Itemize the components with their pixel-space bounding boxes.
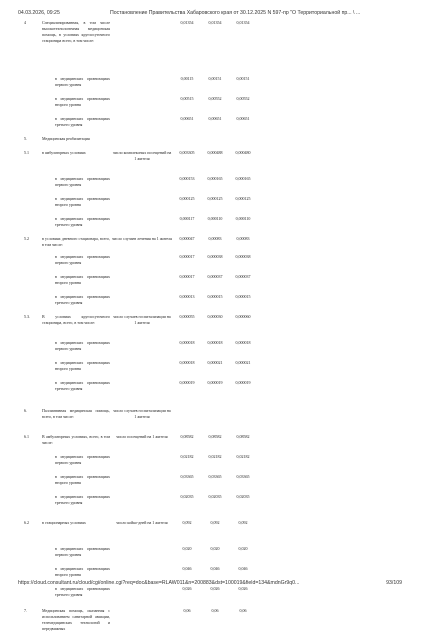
value-year-3: 0,000015 xyxy=(235,294,251,299)
row-number xyxy=(23,254,41,274)
value-year-1: 0,000017 xyxy=(179,254,195,259)
value-year-2: 0,000019 xyxy=(207,380,223,385)
row-unit xyxy=(111,546,173,566)
row-unit xyxy=(111,294,173,314)
row-number: 7. xyxy=(24,608,27,613)
value-year-2: 0,026 xyxy=(210,586,220,591)
value-year-1: 0,026 xyxy=(182,586,192,591)
value-year-2: 0,01354 xyxy=(208,20,222,25)
value-year-2: 0,03365 xyxy=(208,474,222,479)
value-year-2: 0,046 xyxy=(210,566,220,571)
row-number xyxy=(23,176,41,196)
value-year-3: 0,000125 xyxy=(235,196,251,201)
value-year-2: 0,00552 xyxy=(208,96,222,101)
row-name: в медицинских организациях первого уровня xyxy=(55,176,110,187)
row-unit xyxy=(111,474,173,494)
value-year-2: 0,020 xyxy=(210,546,220,551)
row-number: 4 xyxy=(24,20,26,25)
row-number xyxy=(23,380,41,408)
value-year-1: 0,046 xyxy=(182,566,192,571)
value-year-2: 0,00651 xyxy=(208,116,222,121)
value-year-1: 0,000125 xyxy=(179,196,195,201)
value-year-1: 0,00651 xyxy=(180,116,194,121)
row-name: в медицинских организациях второго уровня xyxy=(55,274,110,285)
page-number: 93/109 xyxy=(386,580,402,586)
row-name: в медицинских организациях второго уровня xyxy=(55,474,110,485)
table-row xyxy=(23,150,257,176)
value-year-3: 0,00083 xyxy=(236,236,250,241)
print-datetime: 04.03.2026, 09:25 xyxy=(18,10,60,16)
row-name: в медицинских организациях первого уровня xyxy=(55,76,110,87)
row-number xyxy=(23,360,41,380)
value-year-2: 0,000030 xyxy=(207,314,223,319)
row-number xyxy=(23,196,41,216)
table-row xyxy=(23,520,257,546)
row-unit xyxy=(111,136,173,150)
table-row xyxy=(23,340,257,360)
row-name: Медицинская помощь, оказанная с использованием санитарной авиации, телемедицинских технологий и передвижных xyxy=(42,608,110,631)
value-year-1 xyxy=(173,136,201,150)
table-body xyxy=(23,20,257,644)
table-row xyxy=(23,474,257,494)
value-year-2: 0,000038 xyxy=(207,254,223,259)
value-year-1: 0,000018 xyxy=(179,340,195,345)
value-year-2: 0,00083 xyxy=(208,236,222,241)
row-unit xyxy=(111,254,173,274)
value-year-1 xyxy=(173,408,201,434)
value-year-2: 0,000021 xyxy=(207,360,223,365)
value-year-3: 0,03365 xyxy=(236,474,250,479)
value-year-1: 0,000019 xyxy=(179,380,195,385)
value-year-3: 0,000165 xyxy=(235,176,251,181)
row-name: Паллиативная медицинская помощь, всего, в том числе: xyxy=(42,408,110,419)
table-row xyxy=(23,196,257,216)
row-number xyxy=(23,216,41,236)
row-name: в медицинских организациях первого уровня xyxy=(55,340,110,351)
value-year-1: 0,06 xyxy=(183,608,191,613)
value-year-1: 0,000013 xyxy=(179,294,195,299)
table-row xyxy=(23,454,257,474)
value-year-3: 0,000037 xyxy=(235,274,251,279)
row-number xyxy=(23,96,41,116)
value-year-2: 0,000110 xyxy=(207,216,223,221)
row-unit xyxy=(111,494,173,520)
table-row xyxy=(23,546,257,566)
value-year-3: 0,000019 xyxy=(235,380,251,385)
row-number: 5.3. xyxy=(24,314,30,319)
value-year-1: 0,08582 xyxy=(180,434,194,439)
row-name: Медицинская реабилитация xyxy=(42,136,90,141)
value-year-3: 0,02035 xyxy=(236,494,250,499)
value-year-1: 0,092 xyxy=(182,520,192,525)
row-name: в условиях дневного стационара, всего, в том числе: xyxy=(42,236,110,247)
row-unit xyxy=(111,20,173,76)
value-year-1: 0,020 xyxy=(182,546,192,551)
indicators-table xyxy=(23,20,257,644)
row-number: 6. xyxy=(24,408,27,413)
row-name: в медицинских организациях третьего уровня xyxy=(55,294,110,305)
table-row xyxy=(23,136,257,150)
value-year-1: 0,02035 xyxy=(180,494,194,499)
row-number xyxy=(23,116,41,136)
row-unit: число случаев госпитализации на 1 жителя xyxy=(113,314,171,325)
row-number: 5. xyxy=(24,136,27,141)
table-row xyxy=(23,360,257,380)
table-row xyxy=(23,216,257,236)
value-year-3: 0,00651 xyxy=(236,116,250,121)
row-unit: число случаев лечения на 1 жителя xyxy=(112,236,172,241)
value-year-1: 0,02182 xyxy=(180,454,194,459)
value-year-3: 0,00151 xyxy=(236,76,250,81)
value-year-2: 0,000125 xyxy=(207,196,223,201)
table-row xyxy=(23,294,257,314)
value-year-3: 0,000021 xyxy=(235,360,251,365)
value-year-2: 0,000018 xyxy=(207,340,223,345)
row-unit: число комплексных посещений на 1 жителя xyxy=(112,150,172,161)
value-year-3: 0,020 xyxy=(238,546,248,551)
row-unit xyxy=(111,454,173,474)
row-number: 5.1 xyxy=(24,150,29,155)
page-footer xyxy=(18,580,414,590)
row-name: в медицинских организациях третьего уровня xyxy=(55,494,110,505)
value-year-3: 0,092 xyxy=(238,520,248,525)
value-year-3: 0,026 xyxy=(238,586,248,591)
row-unit xyxy=(111,76,173,96)
value-year-3: 0,000038 xyxy=(235,254,251,259)
row-name: в медицинских организациях третьего уровня xyxy=(55,586,110,597)
value-year-3: 0,000110 xyxy=(235,216,251,221)
value-year-1: 0,003305 xyxy=(179,150,195,155)
value-year-1: 0,03365 xyxy=(180,474,194,479)
value-year-3 xyxy=(229,136,257,150)
value-year-1: 0,00115 xyxy=(180,76,194,81)
row-number: 5.2 xyxy=(24,236,29,241)
row-name: в медицинских организациях второго уровня xyxy=(55,360,110,371)
row-number xyxy=(23,494,41,520)
value-year-2 xyxy=(201,408,229,434)
value-year-3: 0,08582 xyxy=(236,434,250,439)
value-year-2 xyxy=(201,136,229,150)
value-year-2: 0,00151 xyxy=(208,76,222,81)
table-row xyxy=(23,176,257,196)
row-number: 6.1 xyxy=(24,434,29,439)
row-name: в стационарных условиях xyxy=(42,520,86,525)
value-year-3: 0,000018 xyxy=(235,340,251,345)
row-name: в амбулаторных условиях xyxy=(42,150,86,155)
table-row xyxy=(23,96,257,116)
row-number xyxy=(23,454,41,474)
value-year-3: 0,00552 xyxy=(236,96,250,101)
value-year-1: 0,01354 xyxy=(180,20,194,25)
value-year-3: 0,06 xyxy=(239,608,247,613)
row-number xyxy=(23,274,41,294)
value-year-2: 0,000015 xyxy=(207,294,223,299)
row-number xyxy=(23,294,41,314)
row-name: в медицинских организациях третьего уровня xyxy=(55,116,110,127)
table-row xyxy=(23,380,257,408)
value-year-2: 0,000488 xyxy=(207,150,223,155)
row-name: в медицинских организациях первого уровня xyxy=(55,454,110,465)
value-year-2: 0,02182 xyxy=(208,454,222,459)
page-header xyxy=(18,10,414,20)
value-year-2: 0,06 xyxy=(211,608,219,613)
row-unit xyxy=(111,608,173,644)
row-unit xyxy=(111,216,173,236)
row-name: в медицинских организациях третьего уровня xyxy=(55,216,110,227)
table-row xyxy=(23,116,257,136)
table-row xyxy=(23,254,257,274)
value-year-2: 0,000037 xyxy=(207,274,223,279)
row-name: в медицинских организациях второго уровня xyxy=(55,566,110,577)
row-unit: число случаев госпитализации на 1 жителя xyxy=(113,408,171,419)
row-unit xyxy=(111,96,173,116)
row-unit xyxy=(111,380,173,408)
row-unit: число посещений на 1 жителя xyxy=(116,434,168,439)
table-row xyxy=(23,434,257,454)
table-row xyxy=(23,608,257,644)
table-row xyxy=(23,20,257,76)
table-row xyxy=(23,236,257,254)
table-row xyxy=(23,494,257,520)
row-name: В амбулаторных условиях, всего, в том числе: xyxy=(42,434,110,445)
value-year-2: 0,08582 xyxy=(208,434,222,439)
row-unit: число койко-дней на 1 жителя xyxy=(116,520,168,525)
row-name: в медицинских организациях второго уровня xyxy=(55,196,110,207)
row-unit xyxy=(111,116,173,136)
row-number xyxy=(23,340,41,360)
row-unit xyxy=(111,196,173,216)
row-number xyxy=(23,474,41,494)
value-year-2: 0,092 xyxy=(210,520,220,525)
value-year-2: 0,000165 xyxy=(207,176,223,181)
row-name: В условиях круглосуточного стационара, всего, в том числе: xyxy=(42,314,110,325)
row-unit xyxy=(111,340,173,360)
row-unit xyxy=(111,176,173,196)
document-title: Постановление Правительства Хабаровского края от 30.12.2025 N 597-пр "О Территориальной пр... \ ... xyxy=(110,10,361,16)
value-year-1: 0,00515 xyxy=(180,96,194,101)
value-year-1: 0,000017 xyxy=(179,274,195,279)
value-year-3: 0,01354 xyxy=(236,20,250,25)
row-name: Специализированная, в том числе высокотехнологичная медицинская помощь, в условиях круглосуточного стационара всего, в том числе: xyxy=(42,20,110,43)
row-number xyxy=(23,76,41,96)
value-year-3: 0,02182 xyxy=(236,454,250,459)
table-row xyxy=(23,274,257,294)
row-number: 6.2 xyxy=(24,520,29,525)
row-unit xyxy=(111,360,173,380)
table-row xyxy=(23,314,257,340)
row-number xyxy=(23,546,41,566)
value-year-2: 0,02035 xyxy=(208,494,222,499)
value-year-1: 0,000153 xyxy=(179,176,195,181)
row-unit xyxy=(111,274,173,294)
row-name: в медицинских организациях первого уровня xyxy=(55,546,110,557)
value-year-1: 0,000117 xyxy=(179,216,195,221)
value-year-3 xyxy=(229,408,257,434)
value-year-3: 0,046 xyxy=(238,566,248,571)
table-row xyxy=(23,408,257,434)
document-url: https://cloud.consultant.ru/cloud/cgi/online.cgi?req=doc&base=RLAW011&n=200883&dst=100019&field=134&mdnGr9q0... xyxy=(18,580,300,586)
row-name: в медицинских организациях третьего уровня xyxy=(55,380,110,391)
value-year-3: 0,000060 xyxy=(235,314,251,319)
value-year-1: 0,000055 xyxy=(179,314,195,319)
value-year-1: 0,000047 xyxy=(179,236,195,241)
row-name: в медицинских организациях второго уровня xyxy=(55,96,110,107)
row-name: в медицинских организациях первого уровня xyxy=(55,254,110,265)
table-row xyxy=(23,76,257,96)
value-year-3: 0,000480 xyxy=(235,150,251,155)
value-year-1: 0,000018 xyxy=(179,360,195,365)
